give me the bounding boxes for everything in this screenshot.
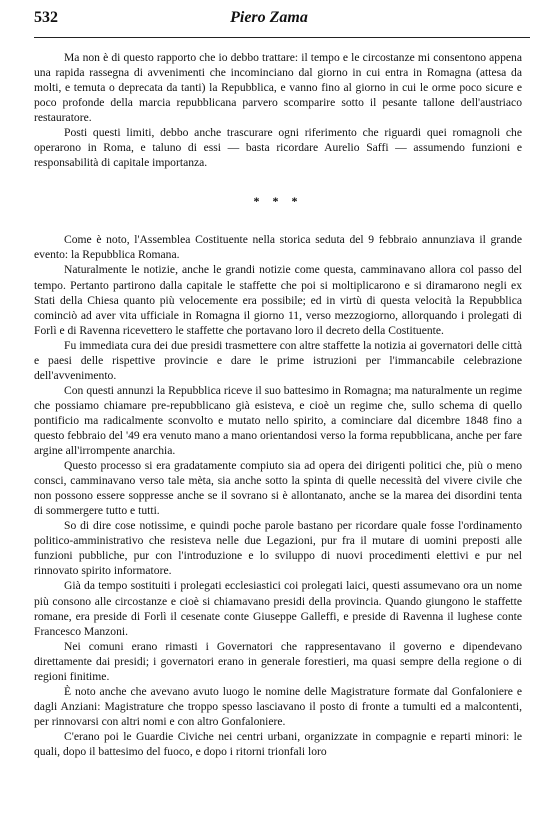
paragraph: Già da tempo sostituiti i prolegati ecclesiastici coi prolegati laici, questi assumevano ora un nome più consono alle circostanze e cioè si chiamavano presidi della provincia. Quando giungono le staffette romane, era preside di Forlì il cesenate conte Giuseppe Galleffi, e preside di Ravenna il lughese conte Francesco Manzoni.	[34, 579, 522, 638]
section-separator: * * *	[253, 194, 303, 209]
page-header	[8, 9, 530, 31]
paragraph: Posti questi limiti, debbo anche trascurare ogni riferimento che riguardi quei romagnoli che operarono in Roma, e taluno di essi — basta ricordare Aurelio Saffi — assumendo funzioni e responsabilità di capitale importanza.	[34, 126, 522, 170]
paragraph: Come è noto, l'Assemblea Costituente nella storica seduta del 9 febbraio annunziava il grande evento: la Repubblica Romana.	[34, 233, 522, 262]
paragraph: Fu immediata cura dei due presidi trasmettere con altre staffette la notizia ai governatori delle città e paesi delle rispettive provincie e dare le prime istruzioni per l'immancabile celebrazione dell'avvenimento.	[34, 338, 522, 382]
paragraph: Nei comuni erano rimasti i Governatori che rappresentavano il governo e dipendevano direttamente dai presidi; i governatori erano in generale forestieri, ma quasi sempre della regione o di regioni finitime.	[34, 639, 522, 683]
body-text	[34, 50, 522, 759]
page-number: 532	[34, 9, 58, 26]
paragraph: Con questi annunzi la Repubblica riceve il suo battesimo in Romagna; ma naturalmente un regime che possiamo chiamare pre-repubblicano già esisteva, e cioè un regime che, sullo schema di quello pontificio ma radicalmente sconvolto e mutato nello spirito, a cominciare dal dicembre 1848 fino a questo febbraio del '49 era venuto mano a mano orientandosi verso la forma repubblicana, anche per fare argine all'irrompente anarchia.	[34, 383, 522, 458]
header-rule	[34, 37, 530, 38]
paragraph: So di dire cose notissime, e quindi poche parole bastano per ricordare quale fosse l'ordinamento politico-amministrativo che resisteva nelle due Legazioni, pur fra il mutare di uomini preposti alle funzioni pubbliche, pur con l'introduzione e lo sviluppo di nuovi procedimenti elettivi e pur nel rinnovato spirito informatore.	[34, 519, 522, 578]
paragraph: C'erano poi le Guardie Civiche nei centri urbani, organizzate in compagnie e reparti minori: le quali, dopo il battesimo del fuoco, e dopo i ritorni trionfali loro	[34, 729, 522, 758]
paragraph: Ma non è di questo rapporto che io debbo trattare: il tempo e le circostanze mi consentono appena una rapida rassegna di avvenimenti che incominciano dal giorno in cui entra in Romagna (attesa da molti, e temuta o deprecata da tanti) la Repubblica, e vanno fino al giorno in cui le orme poco sicure e poco profonde della marcia repubblicana parvero scomparire sotto il pesante tallone dell'austriaco restauratore.	[34, 51, 522, 125]
paragraph: È noto anche che avevano avuto luogo le nomine delle Magistrature formate dal Gonfaloniere e dagli Anziani: Magistrature che troppo spesso lasciavano il posto di fronte a tumulti ed a malcontenti, per rinnovarsi con altri nomi e con altro Gonfaloniere.	[34, 684, 522, 728]
paragraph: Questo processo si era gradatamente compiuto sia ad opera dei dirigenti politici che, più o meno consci, camminavano verso tale mèta, sia anche sotto la spinta di quelle necessità del vivere civile che non possono essere soppresse anche se il sovrano si è allontanato, anche se la marea dei disordini tenta di sommergere tutto e tutti.	[34, 459, 522, 518]
running-title: Piero Zama	[230, 9, 308, 26]
paragraph: Naturalmente le notizie, anche le grandi notizie come questa, camminavano allora col passo del tempo. Pertanto partirono dalla capitale le staffette che poi si moltiplicarono e si diramarono negli ex Stati della Chiesa quanto più velocemente era possibile; ed in virtù di questa velocità la Repubblica cominciò ad aver vita ufficiale in Romagna il giorno 11, verso mezzogiorno, allorquando i prolegati di Forlì e di Ravenna ricevettero le staffette che portavano loro il decreto della Costituente.	[34, 263, 522, 337]
